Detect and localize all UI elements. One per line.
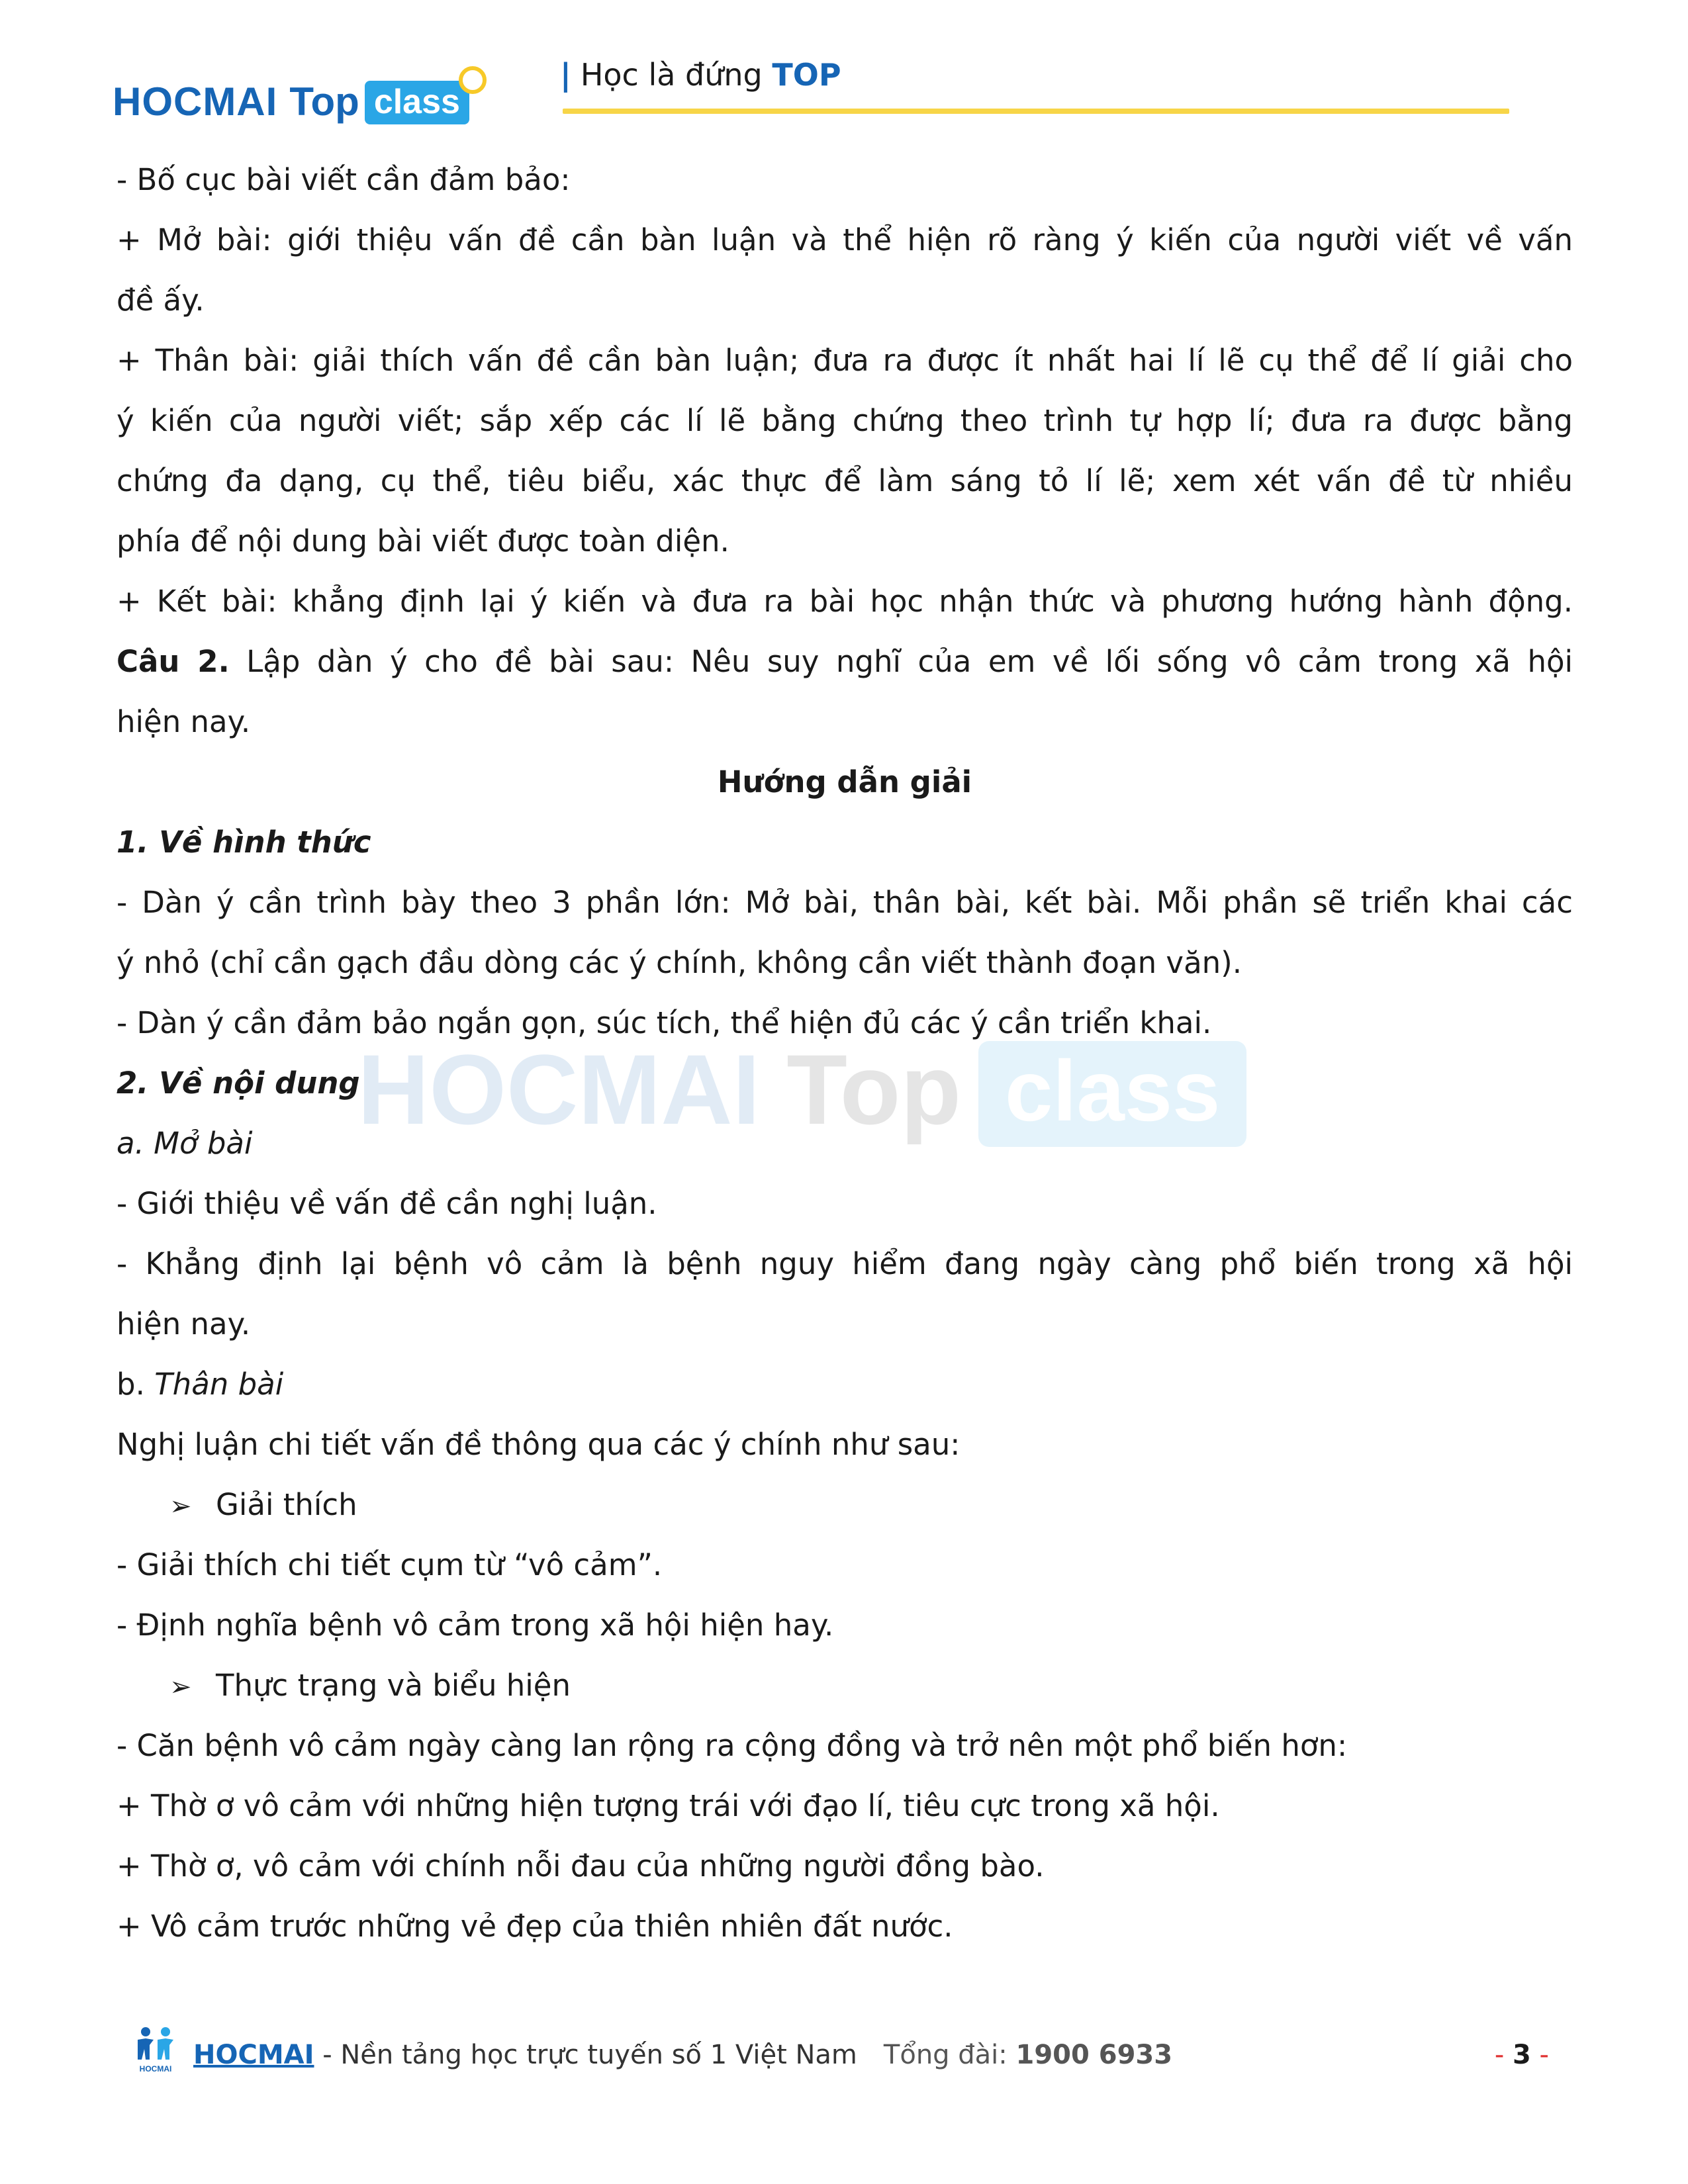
- text-line: - Bố cục bài viết cần đảm bảo:: [117, 162, 571, 197]
- hotline-label: Tổng đài:: [883, 2040, 1016, 2070]
- text-line: - Giới thiệu về vấn đề cần nghị luận.: [117, 1186, 657, 1221]
- footer-info: [193, 2040, 1172, 2070]
- tagline-text: Học là đứng: [580, 57, 773, 93]
- text-line: - Định nghĩa bệnh vô cảm trong xã hội hiện hay.: [117, 1608, 834, 1643]
- text-line: chứng đa dạng, cụ thể, tiêu biểu, xác thực để làm sáng tỏ lí lẽ; xem xét vấn đề từ nhiều: [117, 463, 1573, 498]
- guide-title: Hướng dẫn giải: [717, 764, 972, 799]
- hotline-number: 1900 6933: [1015, 2040, 1173, 2070]
- footer-logo-text: HOCMAI: [139, 2064, 172, 2073]
- page-dash-right: -: [1530, 2040, 1549, 2070]
- text-line: + Thờ ơ, vô cảm với chính nỗi đau của những người đồng bào.: [117, 1848, 1045, 1884]
- arrow-bullet-icon: ➢: [169, 1491, 192, 1522]
- watermark-top: Top: [786, 1034, 962, 1145]
- text-line: + Vô cảm trước những vẻ đẹp của thiên nhiên đất nước.: [117, 1909, 953, 1944]
- tagline-top: TOP: [772, 57, 841, 93]
- header-underline: [563, 109, 1509, 114]
- text-line: + Thờ ơ vô cảm với những hiện tượng trái với đạo lí, tiêu cực trong xã hội.: [117, 1788, 1220, 1823]
- logo-class-text: class: [373, 83, 460, 121]
- text-line: - Căn bệnh vô cảm ngày càng lan rộng ra cộng đồng và trở nên một phổ biến hơn:: [117, 1728, 1348, 1763]
- watermark-hocmai: HOCMAI: [357, 1034, 761, 1145]
- text-line: - Giải thích chi tiết cụm từ “vô cảm”.: [117, 1547, 663, 1582]
- text-line: - Dàn ý cần trình bày theo 3 phần lớn: Mở bài, thân bài, kết bài. Mỗi phần sẽ triển khai các: [117, 885, 1573, 920]
- footer-brand-link[interactable]: HOCMAI: [193, 2040, 314, 2070]
- text-line: + Thân bài: giải thích vấn đề cần bàn luận; đưa ra được ít nhất hai lí lẽ cụ thể để lí giải cho: [117, 343, 1573, 378]
- text-line: Nghị luận chi tiết vấn đề thông qua các ý chính như sau:: [117, 1427, 961, 1462]
- page-number: [1495, 2040, 1549, 2070]
- question-2-label: Câu 2.: [117, 644, 230, 679]
- subsection-a-title: a. Mở bài: [117, 1126, 253, 1161]
- logo-class-badge: [365, 81, 469, 124]
- page-dash-left: -: [1494, 2040, 1513, 2070]
- text-line: đề ấy.: [117, 283, 205, 318]
- subsection-b-letter: b.: [117, 1367, 155, 1402]
- logo-sun-icon: [459, 66, 487, 94]
- hocmai-people-logo-icon: [132, 2025, 179, 2075]
- logo-hocmai-text: HOCMAI: [113, 79, 278, 124]
- page-footer: [132, 2025, 1549, 2085]
- text-line: + Kết bài: khẳng định lại ý kiến và đưa ra bài học nhận thức và phương hướng hành động.: [117, 584, 1573, 619]
- document-body: [117, 150, 1573, 1956]
- bullet-text: Giải thích: [216, 1487, 357, 1522]
- question-2: [117, 631, 1573, 692]
- hocmai-topclass-logo: [113, 52, 469, 124]
- text-line: phía để nội dung bài viết được toàn diện.: [117, 523, 729, 559]
- text-line: + Mở bài: giới thiệu vấn đề cần bàn luận và thể hiện rõ ràng ý kiến của người viết về vấn: [117, 222, 1573, 257]
- subsection-b-title: [117, 1354, 1573, 1414]
- tagline-divider: |: [560, 57, 571, 93]
- watermark-class: class: [978, 1041, 1246, 1147]
- subsection-b-text: Thân bài: [154, 1367, 284, 1402]
- arrow-bullet-icon: ➢: [169, 1672, 192, 1702]
- text-line: hiện nay.: [117, 1306, 251, 1342]
- bullet-item: [117, 1655, 1573, 1715]
- text-line: - Dàn ý cần đảm bảo ngắn gọn, súc tích, thể hiện đủ các ý cần triển khai.: [117, 1005, 1212, 1040]
- text-line: ý nhỏ (chỉ cần gạch đầu dòng các ý chính, không cần viết thành đoạn văn).: [117, 945, 1243, 980]
- text-line: - Khẳng định lại bệnh vô cảm là bệnh nguy hiểm đang ngày càng phổ biến trong xã hội: [117, 1246, 1573, 1281]
- bullet-text: Thực trạng và biểu hiện: [216, 1668, 571, 1703]
- page-number-value: 3: [1513, 2040, 1531, 2070]
- footer-slogan: - Nền tảng học trực tuyến số 1 Việt Nam: [314, 2040, 857, 2070]
- section-2-title: 2. Về nội dung: [117, 1066, 360, 1101]
- section-1-title: 1. Về hình thức: [117, 825, 371, 860]
- text-line: hiện nay.: [117, 704, 251, 739]
- bullet-item: [117, 1475, 1573, 1535]
- page-header: [113, 38, 1509, 124]
- logo-top-text: Top: [289, 79, 359, 124]
- question-2-text: Lập dàn ý cho đề bài sau: Nêu suy nghĩ của em về lối sống vô cảm trong xã hội: [229, 644, 1573, 679]
- text-line: ý kiến của người viết; sắp xếp các lí lẽ bằng chứng theo trình tự hợp lí; đưa ra được bằng: [117, 403, 1573, 438]
- header-tagline: [560, 57, 841, 93]
